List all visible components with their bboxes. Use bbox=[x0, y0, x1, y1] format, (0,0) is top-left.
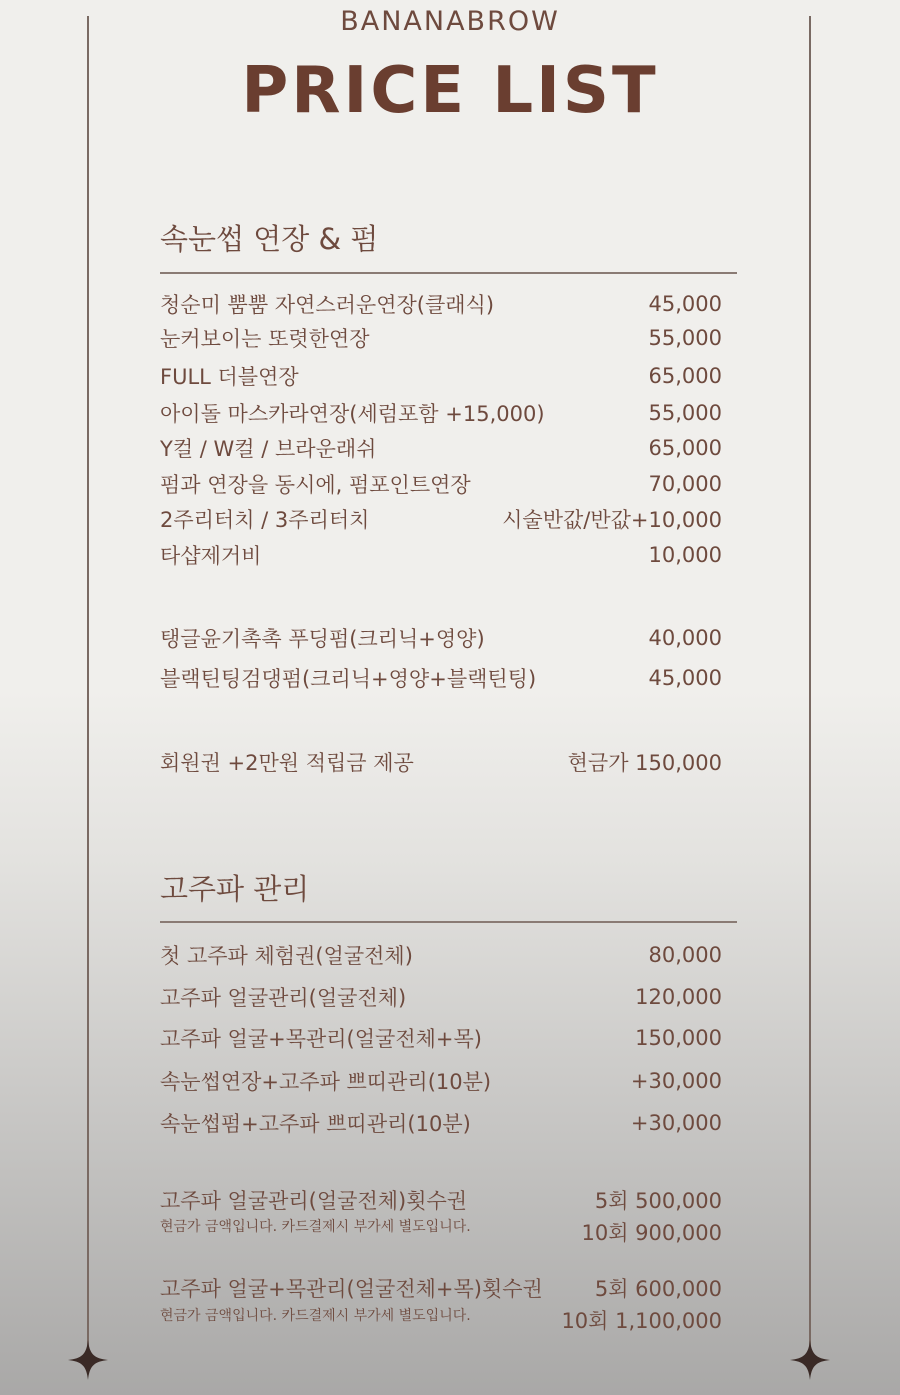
pass-note: 현금가 금액입니다. 카드결제시 부가세 별도입니다. bbox=[160, 1308, 471, 1324]
price-row bbox=[160, 396, 722, 430]
pass-price-10: 10회 1,100,000 bbox=[561, 1309, 722, 1333]
pass-price-10: 10회 900,000 bbox=[581, 1221, 722, 1245]
section-title-lash: 속눈썹 연장 & 펌 bbox=[160, 222, 379, 256]
price-row bbox=[160, 359, 722, 393]
price-row bbox=[160, 980, 722, 1014]
frame-line-left bbox=[87, 16, 89, 1361]
item-name: Y컬 / W컬 / 브라운래쉬 bbox=[160, 437, 377, 461]
item-name: 속눈썹펌+고주파 쁘띠관리(10분) bbox=[160, 1112, 471, 1136]
sparkle-star-icon bbox=[788, 1338, 832, 1382]
item-price: 45,000 bbox=[648, 666, 722, 690]
pass-note: 현금가 금액입니다. 카드결제시 부가세 별도입니다. bbox=[160, 1219, 471, 1235]
pass-price-5: 5회 500,000 bbox=[594, 1189, 722, 1213]
section-title-gojupa: 고주파 관리 bbox=[160, 872, 310, 906]
item-price: 65,000 bbox=[648, 436, 722, 460]
item-price: 현금가 150,000 bbox=[567, 751, 722, 775]
price-row bbox=[160, 287, 722, 321]
price-row bbox=[160, 467, 722, 501]
item-price: 80,000 bbox=[648, 943, 722, 967]
item-price: 120,000 bbox=[635, 985, 722, 1009]
price-row bbox=[160, 538, 722, 572]
pass-name: 고주파 얼굴관리(얼굴전체)횟수권 bbox=[160, 1189, 468, 1213]
item-price: 65,000 bbox=[648, 364, 722, 388]
price-row bbox=[160, 661, 722, 695]
item-price: +30,000 bbox=[630, 1069, 722, 1093]
section-divider-gojupa bbox=[160, 921, 737, 923]
item-price: +30,000 bbox=[630, 1111, 722, 1135]
price-row bbox=[160, 1021, 722, 1055]
price-row bbox=[160, 621, 722, 655]
item-name: 펌과 연장을 동시에, 펌포인트연장 bbox=[160, 473, 471, 497]
pass-row bbox=[160, 1183, 722, 1217]
item-price: 55,000 bbox=[648, 326, 722, 350]
section-divider-lash bbox=[160, 272, 737, 274]
item-price: 10,000 bbox=[648, 543, 722, 567]
price-row bbox=[160, 321, 722, 355]
item-name: 2주리터치 / 3주리터치 bbox=[160, 508, 370, 532]
item-name: 회원권 +2만원 적립금 제공 bbox=[160, 751, 414, 775]
item-name: 탱글윤기촉촉 푸딩펌(크리닉+영양) bbox=[160, 627, 485, 651]
frame-line-right bbox=[809, 16, 811, 1361]
item-price: 70,000 bbox=[648, 472, 722, 496]
item-price: 55,000 bbox=[648, 401, 722, 425]
sparkle-star-icon bbox=[66, 1338, 110, 1382]
item-name: 아이돌 마스카라연장(세럼포함 +15,000) bbox=[160, 402, 545, 426]
item-name: 고주파 얼굴+목관리(얼굴전체+목) bbox=[160, 1027, 482, 1051]
pass-price-5: 5회 600,000 bbox=[594, 1277, 722, 1301]
price-row bbox=[160, 1106, 722, 1140]
item-name: 첫 고주파 체험권(얼굴전체) bbox=[160, 944, 413, 968]
item-name: 고주파 얼굴관리(얼굴전체) bbox=[160, 986, 407, 1010]
price-row bbox=[160, 431, 722, 465]
price-row bbox=[160, 938, 722, 972]
page-title: PRICE LIST bbox=[241, 54, 659, 128]
item-name: 청순미 뿜뿜 자연스러운연장(클래식) bbox=[160, 293, 495, 317]
item-price: 150,000 bbox=[635, 1026, 722, 1050]
item-name: 속눈썹연장+고주파 쁘띠관리(10분) bbox=[160, 1070, 492, 1094]
item-price: 시술반값/반값+10,000 bbox=[502, 508, 722, 532]
item-price: 40,000 bbox=[648, 626, 722, 650]
item-price: 45,000 bbox=[648, 292, 722, 316]
item-name: 블랙틴팅검댕펌(크리닉+영양+블랙틴팅) bbox=[160, 667, 537, 691]
brand-name: BANANABROW bbox=[340, 6, 560, 37]
item-name: 눈커보이는 또렷한연장 bbox=[160, 327, 370, 351]
pass-row bbox=[160, 1271, 722, 1305]
item-name: FULL 더블연장 bbox=[160, 365, 299, 389]
membership-row bbox=[160, 745, 722, 779]
price-row bbox=[160, 1064, 722, 1098]
price-row bbox=[160, 502, 722, 536]
item-name: 타샵제거비 bbox=[160, 544, 262, 568]
pass-name: 고주파 얼굴+목관리(얼굴전체+목)횟수권 bbox=[160, 1277, 543, 1301]
